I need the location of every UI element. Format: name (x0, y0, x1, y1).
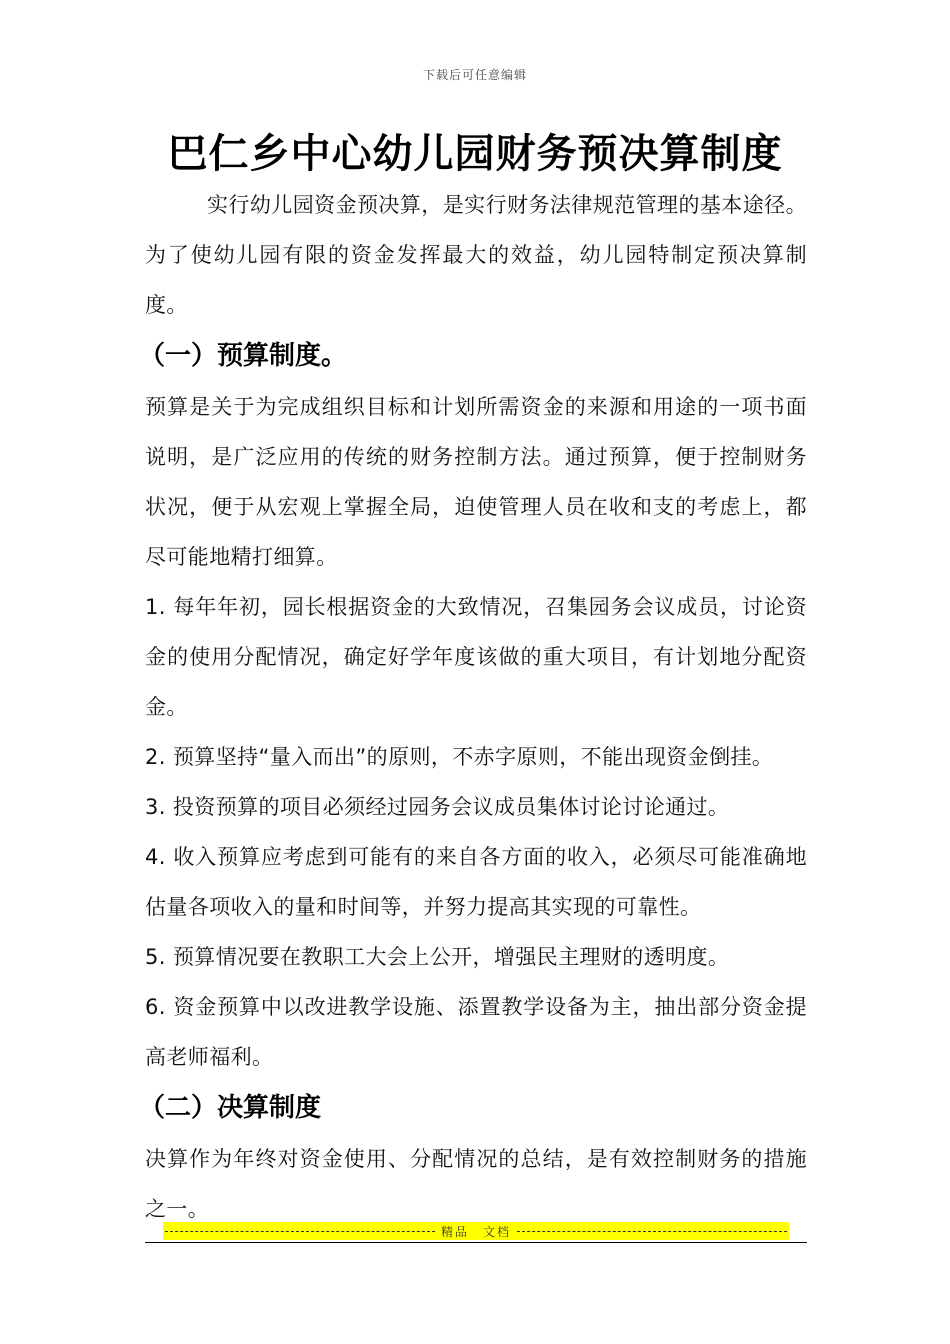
budget-item-2: 2. 预算坚持“量入而出”的原则，不赤字原则，不能出现资金倒挂。 (145, 745, 774, 769)
intro-paragraph: 实行幼儿园资金预决算，是实行财务法律规范管理的基本途径。为了使幼儿园有限的资金发挥最大的效益，幼儿园特制定预决算制度。 (145, 193, 807, 317)
footer-rule (145, 1242, 807, 1243)
footer-banner (163, 1222, 789, 1240)
footer-label: 精品 文档 (441, 1224, 512, 1239)
section-heading-budget: （一）预算制度。 (139, 341, 348, 371)
footer-dash-left (165, 1231, 435, 1232)
final-accounts-paragraph: 决算作为年终对资金使用、分配情况的总结，是有效控制财务的措施之一。 (145, 1147, 807, 1221)
section-heading-final-accounts: （二）决算制度 (139, 1093, 322, 1123)
document-title: 巴仁乡中心幼儿园财务预决算制度 (167, 131, 783, 177)
budget-item-4: 4. 收入预算应考虑到可能有的来自各方面的收入，必须尽可能准确地估量各项收入的量和时间等，并努力提高其实现的可靠性。 (145, 845, 807, 919)
page-header-note: 下载后可任意编辑 (422, 68, 527, 82)
footer-dash-right (517, 1231, 787, 1232)
budget-item-6: 6. 资金预算中以改进教学设施、添置教学设备为主，抽出部分资金提高老师福利。 (145, 995, 807, 1069)
budget-item-1: 1. 每年年初，园长根据资金的大致情况，召集园务会议成员，讨论资金的使用分配情况，确定好学年度该做的重大项目，有计划地分配资金。 (145, 595, 807, 719)
budget-item-3: 3. 投资预算的项目必须经过园务会议成员集体讨论讨论通过。 (145, 795, 730, 819)
document-body (139, 180, 807, 1234)
budget-item-5: 5. 预算情况要在教职工大会上公开，增强民主理财的透明度。 (145, 945, 730, 969)
budget-paragraph-overview: 预算是关于为完成组织目标和计划所需资金的来源和用途的一项书面说明，是广泛应用的传统的财务控制方法。通过预算，便于控制财务状况，便于从宏观上掌握全局，迫使管理人员在收和支的考虑上，都尽可能地精打细算。 (145, 395, 807, 569)
